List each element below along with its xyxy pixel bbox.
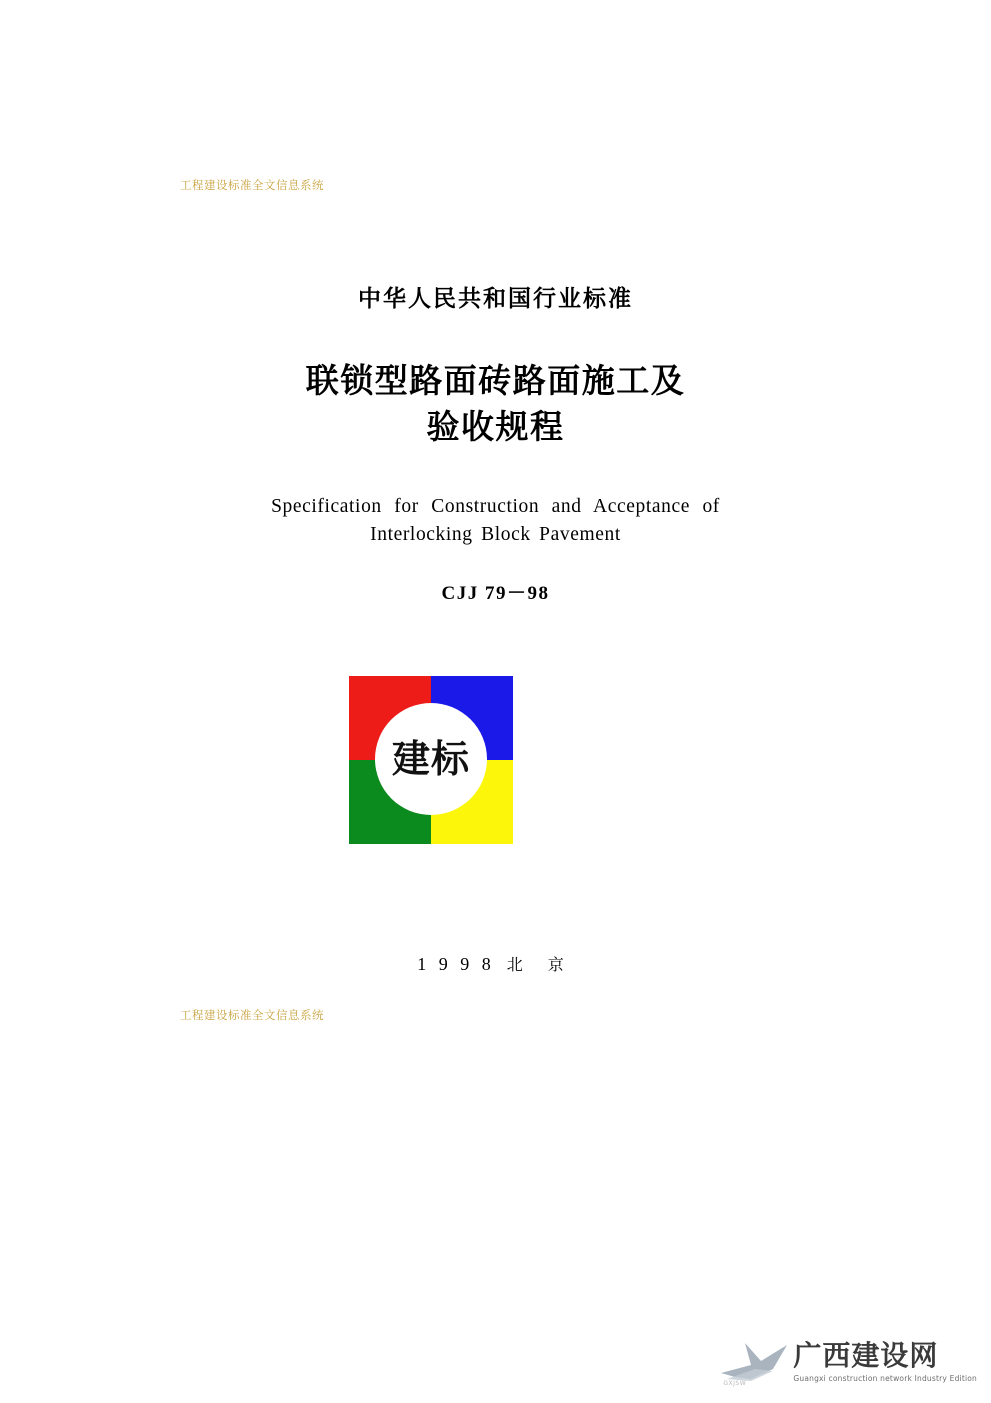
imprint-city: 北 京 bbox=[506, 955, 574, 974]
page-title-english-line1: Specification for Construction and Acceptance of bbox=[271, 496, 720, 517]
jianbiao-logo bbox=[349, 676, 513, 844]
publisher-watermark bbox=[721, 1331, 977, 1393]
publisher-mark-sub: GXJSW bbox=[723, 1380, 747, 1387]
standard-authority-line: 中华人民共和国行业标准 bbox=[358, 286, 633, 312]
publisher-name-en: Guangxi construction network Industry Edition bbox=[793, 1373, 977, 1383]
page-title-line1: 联锁型路面砖路面施工及 bbox=[305, 361, 686, 400]
publisher-name-cn: 广西建设网 bbox=[793, 1338, 939, 1372]
page-title-english-line2: Interlocking Block Pavement bbox=[370, 524, 621, 545]
page-title bbox=[0, 358, 991, 450]
page-title-line2: 验收规程 bbox=[426, 407, 565, 446]
page-title-english bbox=[0, 493, 991, 549]
standard-code: CJJ 79－98 bbox=[441, 583, 550, 604]
imprint bbox=[0, 952, 991, 975]
imprint-year: 1 9 9 8 bbox=[417, 954, 495, 974]
publisher-texts bbox=[793, 1338, 977, 1383]
system-banner-bottom: 工程建设标准全文信息系统 bbox=[180, 1008, 324, 1022]
system-banner-top: 工程建设标准全文信息系统 bbox=[180, 178, 324, 192]
logo-label: 建标 bbox=[391, 737, 470, 781]
star-icon bbox=[721, 1339, 787, 1385]
